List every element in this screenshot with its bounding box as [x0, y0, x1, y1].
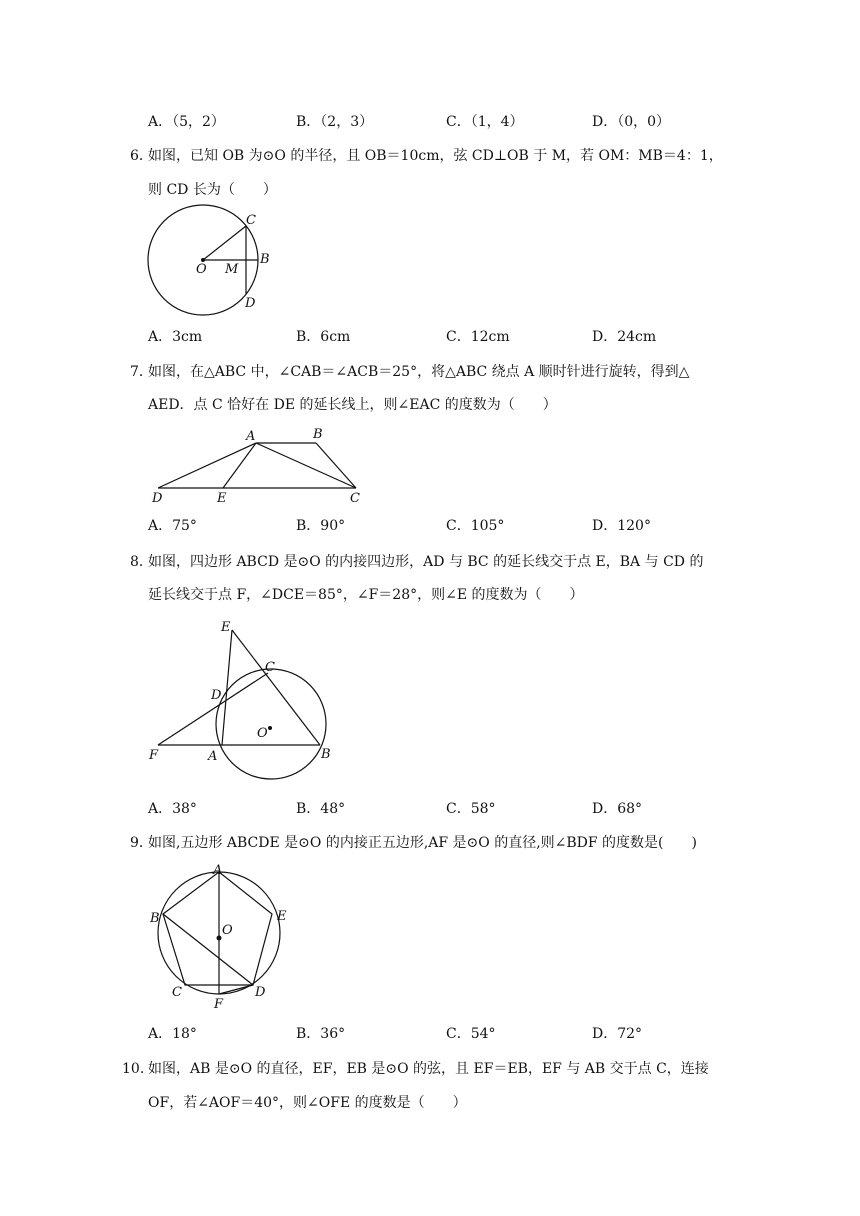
q6-label-d: D — [245, 296, 256, 311]
q8-label-a: A — [208, 749, 218, 764]
q6-option-b: B．6cm — [296, 329, 351, 345]
q9-number: 9． — [130, 835, 153, 851]
q6-option-a: A．3cm — [148, 329, 203, 345]
q7-label-b: B — [313, 427, 323, 442]
q8-text-line2: 延长线交于点 F，∠DCE＝85°，∠F＝28°，则∠E 的度数为（ ） — [148, 587, 584, 603]
q9-label-d: D — [255, 985, 266, 1000]
q9-label-b: B — [150, 911, 160, 926]
q8-option-a: A．38° — [148, 801, 197, 817]
q6-number: 6． — [130, 148, 153, 164]
q7-label-a: A — [246, 429, 256, 444]
q5-option-b: B．（2，3） — [296, 114, 374, 130]
q9-option-c: C．54° — [446, 1026, 496, 1042]
q5-option-a: A．（5，2） — [148, 114, 225, 130]
q5-option-d: D．（0，0） — [592, 114, 671, 130]
q7-option-a: A．75° — [148, 518, 197, 534]
q8-label-o: O — [257, 726, 268, 741]
q8-label-f: F — [149, 748, 159, 763]
q9-label-c: C — [172, 985, 182, 1000]
q6-option-d: D．24cm — [592, 329, 657, 345]
q8-option-d: D．68° — [592, 801, 643, 817]
q7-label-e: E — [217, 491, 227, 506]
q10-text-line1: 如图，AB 是⊙O 的直径，EF，EB 是⊙O 的弦，且 EF＝EB，EF 与 AB 交于点 C，连接 — [148, 1061, 709, 1077]
q5-option-c: C．（1，4） — [446, 114, 524, 130]
q8-label-b: B — [321, 747, 331, 762]
q9-label-e: E — [277, 909, 287, 924]
q6-label-m: M — [225, 262, 239, 277]
q7-option-d: D．120° — [592, 518, 651, 534]
q9-text-line1: 如图,五边形 ABCDE 是⊙O 的内接正五边形,AF 是⊙O 的直径,则∠BDF 的度数是( ) — [148, 835, 697, 851]
q7-text-line2: AED．点 C 恰好在 DE 的延长线上，则∠EAC 的度数为（ ） — [148, 397, 557, 413]
q6-label-o: O — [196, 262, 207, 277]
q8-label-c: C — [265, 660, 275, 675]
q6-text-line1: 如图，已知 OB 为⊙O 的半径，且 OB＝10cm，弦 CD⊥OB 于 M，若 OM：MB＝4：1， — [148, 148, 723, 164]
q7-number: 7． — [130, 364, 153, 380]
q8-number: 8． — [130, 554, 153, 570]
q8-label-e: E — [221, 620, 231, 635]
q7-label-c: C — [350, 491, 360, 506]
q7-option-b: B．90° — [296, 518, 346, 534]
q7-option-c: C．105° — [446, 518, 505, 534]
q7-label-d: D — [152, 491, 163, 506]
q8-text-line1: 如图，四边形 ABCD 是⊙O 的内接四边形，AD 与 BC 的延长线交于点 E，BA 与 CD 的 — [148, 554, 704, 570]
q9-label-a: A — [213, 863, 223, 878]
q9-option-b: B．36° — [296, 1026, 346, 1042]
q9-label-o: O — [222, 923, 233, 938]
q6-label-b: B — [260, 252, 270, 267]
q7-text-line1: 如图，在△ABC 中，∠CAB＝∠ACB＝25°，将△ABC 绕点 A 顺时针进行旋转，得到△ — [148, 364, 690, 380]
q10-text-line2: OF，若∠AOF＝40°，则∠OFE 的度数是（ ） — [148, 1095, 467, 1111]
q9-option-a: A．18° — [148, 1026, 197, 1042]
q8-option-c: C．58° — [446, 801, 496, 817]
q6-label-c: C — [246, 213, 256, 228]
q6-text-line2: 则 CD 长为（ ） — [148, 182, 277, 198]
q10-number: 10． — [122, 1061, 154, 1077]
q9-label-f: F — [214, 997, 224, 1012]
q8-option-b: B．48° — [296, 801, 346, 817]
q9-option-d: D．72° — [592, 1026, 643, 1042]
q8-label-d: D — [211, 688, 222, 703]
q6-option-c: C．12cm — [446, 329, 510, 345]
